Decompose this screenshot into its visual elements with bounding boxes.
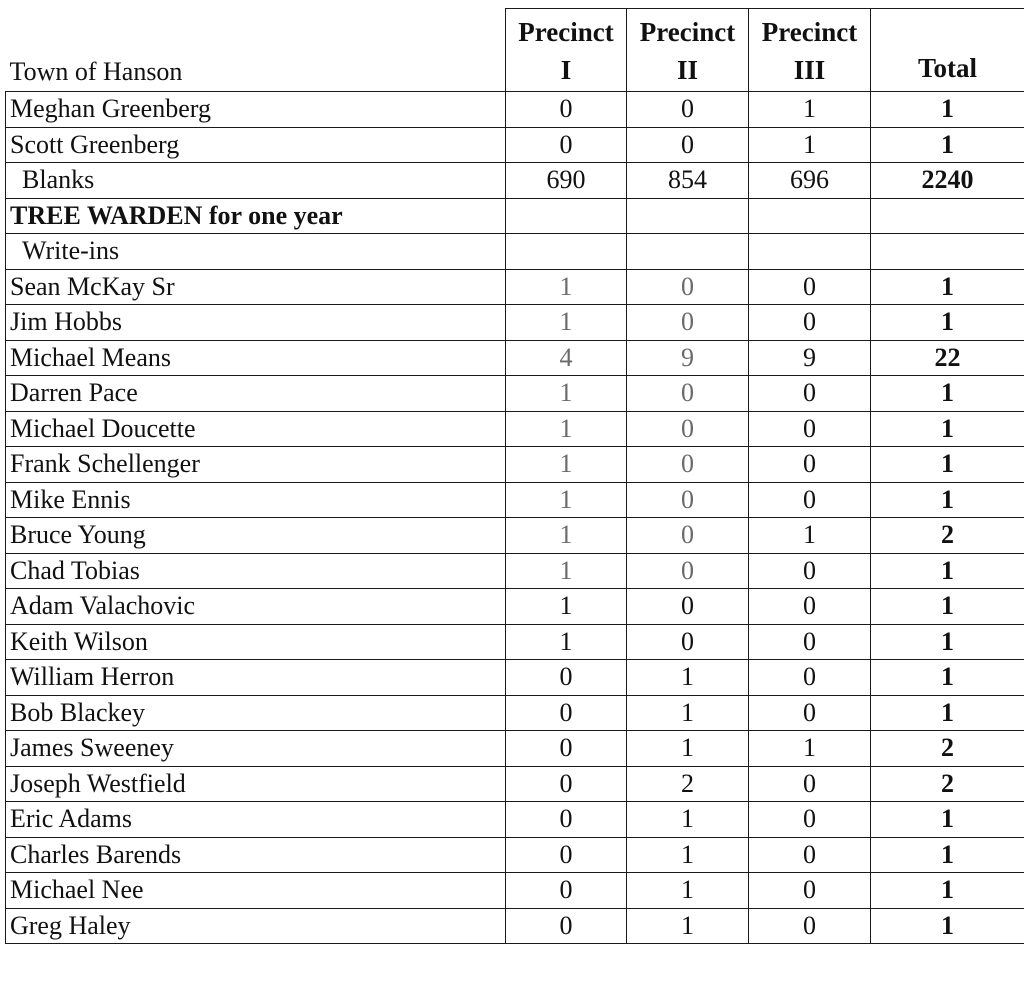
precinct-1-count: 0	[506, 92, 627, 128]
total-count: 1	[871, 482, 1024, 518]
total-count: 2	[871, 518, 1024, 554]
precinct-1-count: 4	[506, 340, 627, 376]
precinct-3-header	[749, 9, 871, 92]
precinct-3-count: 9	[749, 340, 871, 376]
precinct-2-count: 0	[627, 518, 749, 554]
precinct-2-count: 1	[627, 908, 749, 944]
precinct-3-count: 0	[749, 695, 871, 731]
total-count: 1	[871, 127, 1024, 163]
total-count: 1	[871, 269, 1024, 305]
precinct-1-count: 0	[506, 908, 627, 944]
election-results-table	[5, 8, 1024, 944]
candidate-name: Mike Ennis	[6, 482, 506, 518]
precinct-2-count: 0	[627, 482, 749, 518]
precinct-1-count	[506, 234, 627, 270]
table-row	[6, 624, 1024, 660]
precinct-2-numeral: II	[676, 55, 698, 85]
total-count: 1	[871, 376, 1024, 412]
candidate-name: Meghan Greenberg	[6, 92, 506, 128]
subsection-row	[6, 234, 1024, 270]
candidate-name: James Sweeney	[6, 731, 506, 767]
total-count: 2240	[871, 163, 1024, 199]
precinct-1-count: 0	[506, 660, 627, 696]
precinct-2-count: 0	[627, 376, 749, 412]
precinct-3-count: 0	[749, 553, 871, 589]
precinct-2-count	[627, 234, 749, 270]
table-row	[6, 553, 1024, 589]
total-count: 1	[871, 305, 1024, 341]
total-count: 2	[871, 766, 1024, 802]
total-count: 1	[871, 447, 1024, 483]
precinct-2-count: 2	[627, 766, 749, 802]
precinct-2-count: 0	[627, 269, 749, 305]
candidate-name: Bob Blackey	[6, 695, 506, 731]
precinct-1-count: 690	[506, 163, 627, 199]
precinct-2-count: 9	[627, 340, 749, 376]
precinct-1-count: 1	[506, 411, 627, 447]
candidate-name: Keith Wilson	[6, 624, 506, 660]
total-count: 1	[871, 695, 1024, 731]
precinct-2-count: 1	[627, 660, 749, 696]
precinct-3-numeral: III	[793, 55, 826, 85]
precinct-3-count	[749, 198, 871, 234]
total-count: 1	[871, 837, 1024, 873]
precinct-2-count: 1	[627, 837, 749, 873]
total-count: 2	[871, 731, 1024, 767]
table-row	[6, 837, 1024, 873]
precinct-2-count: 0	[627, 305, 749, 341]
precinct-3-count: 0	[749, 305, 871, 341]
precinct-2-count	[627, 198, 749, 234]
precinct-2-count: 1	[627, 802, 749, 838]
precinct-2-count: 1	[627, 695, 749, 731]
precinct-1-count: 1	[506, 482, 627, 518]
precinct-3-count: 0	[749, 802, 871, 838]
section-row	[6, 198, 1024, 234]
precinct-3-count: 0	[749, 269, 871, 305]
total-count: 1	[871, 660, 1024, 696]
precinct-2-header	[627, 9, 749, 92]
table-row	[6, 447, 1024, 483]
precinct-3-count: 0	[749, 376, 871, 412]
table-row	[6, 92, 1024, 128]
total-count: 1	[871, 553, 1024, 589]
candidate-name: Charles Barends	[6, 837, 506, 873]
precinct-3-count: 0	[749, 766, 871, 802]
precinct-1-count: 1	[506, 518, 627, 554]
total-count: 1	[871, 589, 1024, 625]
total-count	[871, 198, 1024, 234]
precinct-3-count: 1	[749, 92, 871, 128]
precinct-1-count: 1	[506, 305, 627, 341]
precinct-2-count: 0	[627, 127, 749, 163]
candidate-name: Michael Means	[6, 340, 506, 376]
precinct-2-count: 0	[627, 92, 749, 128]
precinct-1-count: 1	[506, 624, 627, 660]
candidate-name: Scott Greenberg	[6, 127, 506, 163]
table-row	[6, 340, 1024, 376]
candidate-name: Adam Valachovic	[6, 589, 506, 625]
precinct-1-count: 0	[506, 731, 627, 767]
precinct-2-count: 0	[627, 624, 749, 660]
candidate-name: Chad Tobias	[6, 553, 506, 589]
total-count: 1	[871, 92, 1024, 128]
precinct-3-count: 1	[749, 518, 871, 554]
table-row	[6, 766, 1024, 802]
precinct-1-numeral: I	[560, 55, 572, 85]
table-row	[6, 589, 1024, 625]
candidate-name: Bruce Young	[6, 518, 506, 554]
candidate-name: Blanks	[6, 163, 506, 199]
table-row	[6, 660, 1024, 696]
table-row	[6, 269, 1024, 305]
candidate-name: William Herron	[6, 660, 506, 696]
total-count: 1	[871, 802, 1024, 838]
precinct-1-count: 1	[506, 447, 627, 483]
precinct-3-count: 0	[749, 589, 871, 625]
candidate-name: Sean McKay Sr	[6, 269, 506, 305]
table-row	[6, 305, 1024, 341]
total-count: 1	[871, 624, 1024, 660]
precinct-3-count: 0	[749, 411, 871, 447]
precinct-3-count: 0	[749, 482, 871, 518]
subsection-title: Write-ins	[6, 234, 506, 270]
table-row	[6, 731, 1024, 767]
precinct-2-word: Precinct	[639, 17, 736, 47]
precinct-1-count	[506, 198, 627, 234]
precinct-2-count: 0	[627, 589, 749, 625]
precinct-3-count: 0	[749, 660, 871, 696]
precinct-2-count: 1	[627, 873, 749, 909]
table-row	[6, 695, 1024, 731]
table-row	[6, 873, 1024, 909]
precinct-1-count: 0	[506, 695, 627, 731]
precinct-2-count: 0	[627, 447, 749, 483]
precinct-2-count: 0	[627, 553, 749, 589]
table-row	[6, 482, 1024, 518]
table-row	[6, 411, 1024, 447]
candidate-name: Eric Adams	[6, 802, 506, 838]
precinct-1-count: 0	[506, 802, 627, 838]
header-row	[6, 9, 1024, 92]
total-count: 22	[871, 340, 1024, 376]
total-count: 1	[871, 908, 1024, 944]
candidate-name: Frank Schellenger	[6, 447, 506, 483]
total-count: 1	[871, 873, 1024, 909]
candidate-name: Jim Hobbs	[6, 305, 506, 341]
precinct-1-header	[506, 9, 627, 92]
precinct-1-count: 0	[506, 127, 627, 163]
candidate-name: Michael Nee	[6, 873, 506, 909]
total-count: 1	[871, 411, 1024, 447]
precinct-3-count: 0	[749, 837, 871, 873]
candidate-name: Joseph Westfield	[6, 766, 506, 802]
town-title: Town of Hanson	[6, 9, 506, 92]
precinct-3-count: 0	[749, 447, 871, 483]
section-title: TREE WARDEN for one year	[6, 198, 506, 234]
precinct-3-count: 1	[749, 731, 871, 767]
precinct-1-count: 1	[506, 589, 627, 625]
precinct-1-count: 1	[506, 269, 627, 305]
precinct-1-count: 1	[506, 376, 627, 412]
table-row	[6, 518, 1024, 554]
precinct-1-count: 0	[506, 837, 627, 873]
precinct-3-word: Precinct	[761, 17, 858, 47]
table-row	[6, 802, 1024, 838]
precinct-3-count: 0	[749, 624, 871, 660]
total-count	[871, 234, 1024, 270]
precinct-3-count: 1	[749, 127, 871, 163]
precinct-1-word: Precinct	[518, 17, 614, 47]
precinct-3-count: 0	[749, 873, 871, 909]
precinct-3-count	[749, 234, 871, 270]
precinct-3-count: 696	[749, 163, 871, 199]
candidate-name: Greg Haley	[6, 908, 506, 944]
table-row	[6, 127, 1024, 163]
precinct-2-count: 0	[627, 411, 749, 447]
table-row	[6, 376, 1024, 412]
precinct-1-count: 1	[506, 553, 627, 589]
precinct-3-count: 0	[749, 908, 871, 944]
candidate-name: Michael Doucette	[6, 411, 506, 447]
precinct-1-count: 0	[506, 766, 627, 802]
precinct-2-count: 854	[627, 163, 749, 199]
table-row	[6, 908, 1024, 944]
total-header: Total	[871, 9, 1024, 92]
candidate-name: Darren Pace	[6, 376, 506, 412]
table-row	[6, 163, 1024, 199]
precinct-1-count: 0	[506, 873, 627, 909]
precinct-2-count: 1	[627, 731, 749, 767]
